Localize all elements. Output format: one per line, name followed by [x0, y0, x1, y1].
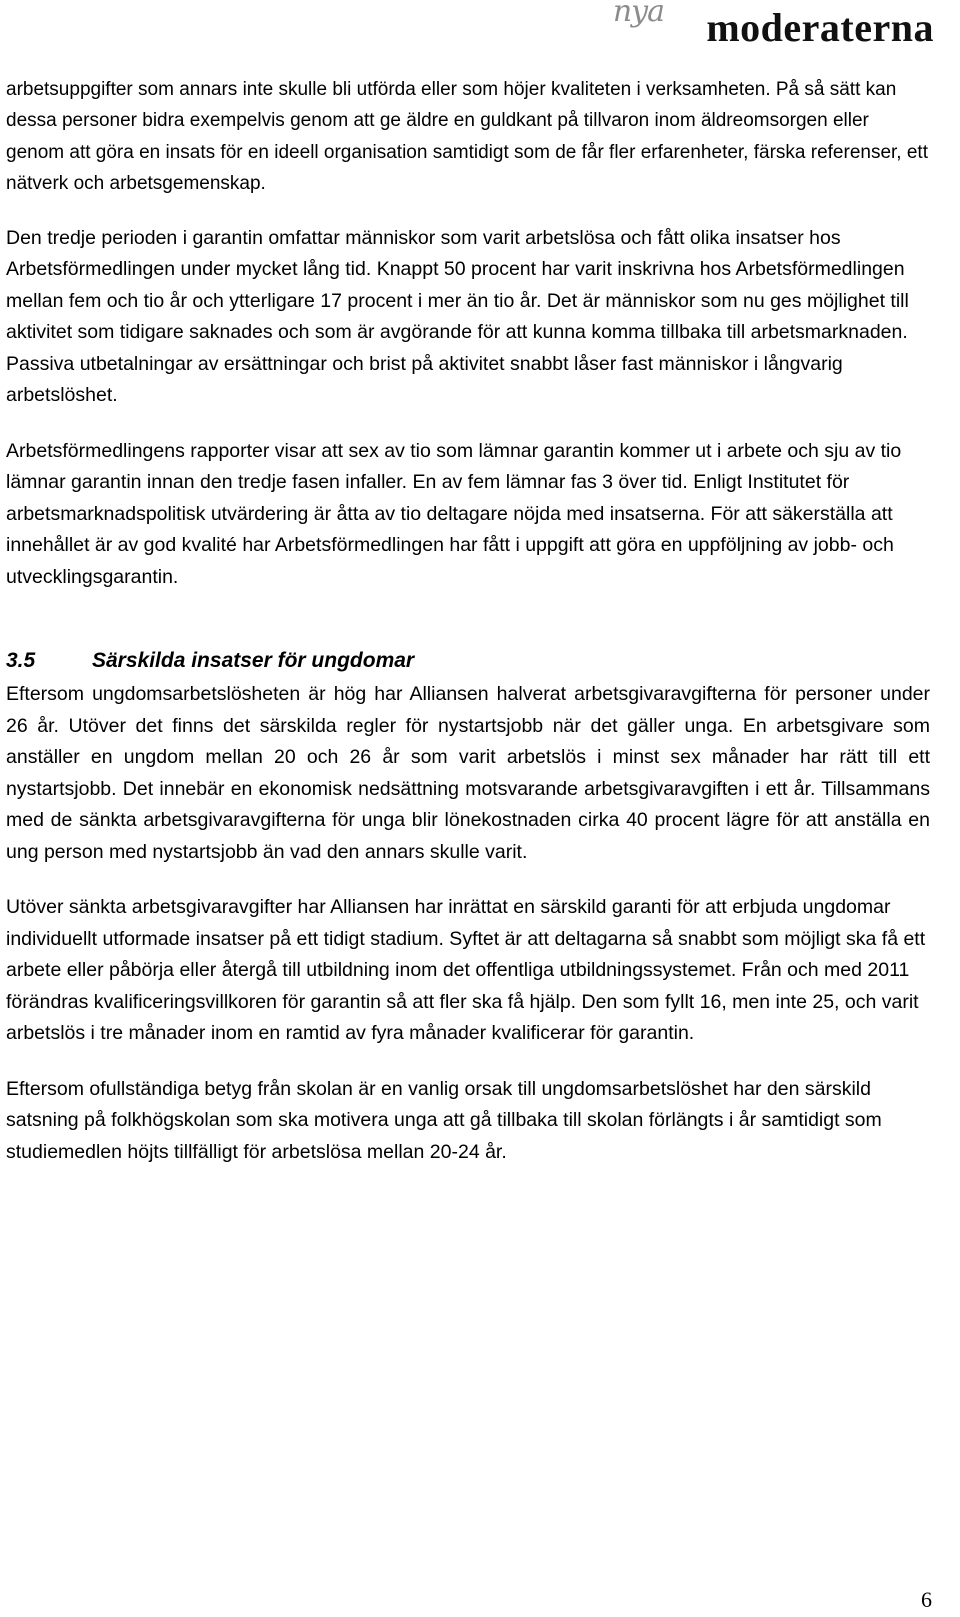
logo-text: moderaterna — [706, 5, 934, 50]
paragraph-4: Eftersom ungdomsarbetslösheten är hög har Alliansen halverat arbetsgivaravgifterna för personer under 26 år. Utöver det finns det särskilda regler för nystartsjobb när det gäller unga. En arbetsgivare som anställer en ungdom mellan 20 och 26 år som varit arbetslös i minst sex månader har rätt till ett nystartsjobb. Det innebär en ekonomisk nedsättning motsvarande arbetsgivaravgiften i ett år. Tillsammans med de sänkta arbetsgivaravgifterna för unga blir lönekostnaden cirka 40 procent lägre för att anställa en ung person med nystartsjobb än vad den annars skulle varit. — [6, 683, 930, 863]
paragraph-5: Utöver sänkta arbetsgivaravgifter har Alliansen har inrättat en särskild garanti för att erbjuda ungdomar individuellt utformade insatser på ett tidigt stadium. Syftet är att deltagarna så snabbt som möjligt ska få ett arbete eller påbörja eller återgå till utbildning inom det offentliga utbildningssystemet. Från och med 2011 förändras kvalificeringsvillkoren för garantin så att fler ska få hjälp. Den som fyllt 16, men inte 25, och varit arbetslös i tre månader inom en ramtid av fyra månader kvalificerar för garantin. — [6, 896, 926, 1045]
paragraph-3: Arbetsförmedlingens rapporter visar att sex av tio som lämnar garantin kommer ut i arbete och sju av tio lämnar garantin innan den tredje fasen infaller. En av fem lämnar fas 3 över tid. Enligt Institutet för arbetsmarknadspolitisk utvärdering är åtta av tio deltagare nöjda med insatserna. För att säkerställa att innehållet är av god kvalité har Arbetsförmedlingen har fått i uppgift att göra en uppföljning av jobb- och utvecklingsgarantin. — [6, 439, 902, 588]
paragraph-1: arbetsuppgifter som annars inte skulle bli utförda eller som höjer kvaliteten i verksamheten. På så sätt kan dessa personer bidra exempelvis genom att ge äldre en guldkant på tillvaron inom äldreomsorgen eller genom att göra en insats för en ideell organisation samtidigt som de får fler erfarenheter, färska referenser, ett nätverk och arbetsgemenskap. — [6, 79, 928, 195]
section-number: 3.5 — [6, 649, 36, 673]
paragraph-6: Eftersom ofullständiga betyg från skolan är en vanlig orsak till ungdomsarbetslöshet har den särskild satsning på folkhögskolan som ska motivera unga att gå tillbaka till skolan förlängts i år samtidigt som studiemedlen höjts tillfälligt för arbetslösa mellan 20-24 år. — [6, 1077, 882, 1163]
section-heading — [6, 645, 930, 679]
page-number: 6 — [921, 1587, 932, 1612]
section-title: Särskilda insatser för ungdomar — [92, 649, 415, 673]
logo-prefix: nya — [612, 0, 664, 29]
document-body — [6, 74, 930, 1168]
paragraph-2: Den tredje perioden i garantin omfattar människor som varit arbetslösa och fått olika insatser hos Arbetsförmedlingen under mycket lång tid. Knappt 50 procent har varit inskrivna hos Arbetsförmedlingen mellan fem och tio år och ytterligare 17 procent i mer än tio år. Det är människor som nu ges möjlighet till aktivitet som tidigare saknades och som är avgörande för att kunna komma tillbaka till arbetsmarknaden. Passiva utbetalningar av ersättningar och brist på aktivitet snabbt låser fast människor i långvarig arbetslöshet. — [6, 226, 909, 407]
